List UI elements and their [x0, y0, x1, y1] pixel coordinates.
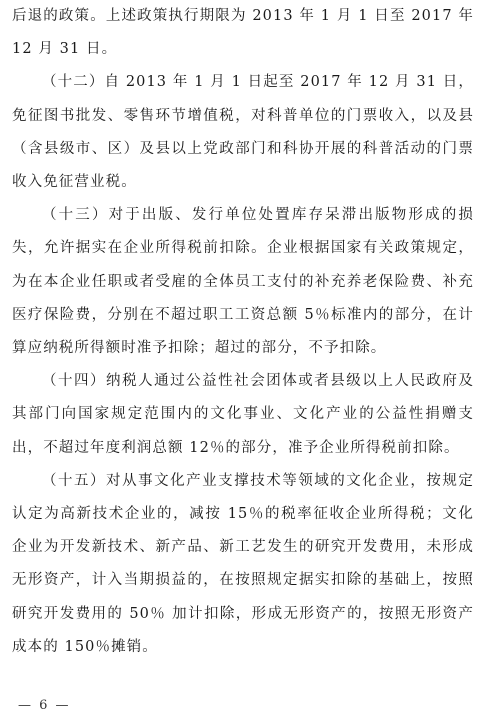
- paragraph-item-12: （十二）自 2013 年 1 月 1 日起至 2017 年 12 月 31 日，免征图书批发、零售环节增值税，对科普单位的门票收入，以及县（含县级市、区）及县以上党政部门和科协开展的科普活动的门票收入免征营业税。: [12, 74, 474, 191]
- paragraph-continuation: 后退的政策。上述政策执行期限为 2013 年 1 月 1 日至 2017 年 12 月 31 日。: [12, 8, 474, 58]
- paragraph-item-14: （十四）纳税人通过公益性社会团体或者县级以上人民政府及其部门向国家规定范围内的文化事业、文化产业的公益性捐赠支出，不超过年度利润总额 12％的部分，准予企业所得税前扣除。: [12, 373, 474, 456]
- paragraph-item-13: （十三）对于出版、发行单位处置库存呆滞出版物形成的损失，允许据实在企业所得税前扣除。企业根据国家有关政策规定，为在本企业任职或者受雇的全体员工支付的补充养老保险费、补充医疗保险费，分别在不超过职工工资总额 5％标准内的部分，在计算应纳税所得额时准予扣除；超过的部分，不予扣除。: [12, 207, 474, 357]
- document-page: [12, 0, 474, 664]
- paragraph-item-15: （十五）对从事文化产业支撑技术等领域的文化企业，按规定认定为高新技术企业的，减按 15％的税率征收企业所得税；文化企业为开发新技术、新产品、新工艺发生的研究开发费用，未形成无形资产，计入当期损益的，在按照规定据实扣除的基础上，按照研究开发费用的 50％ 加计扣除，形成无形资产的，按照无形资产成本的 150％摊销。: [12, 472, 474, 655]
- page-number: — 6 —: [18, 698, 71, 713]
